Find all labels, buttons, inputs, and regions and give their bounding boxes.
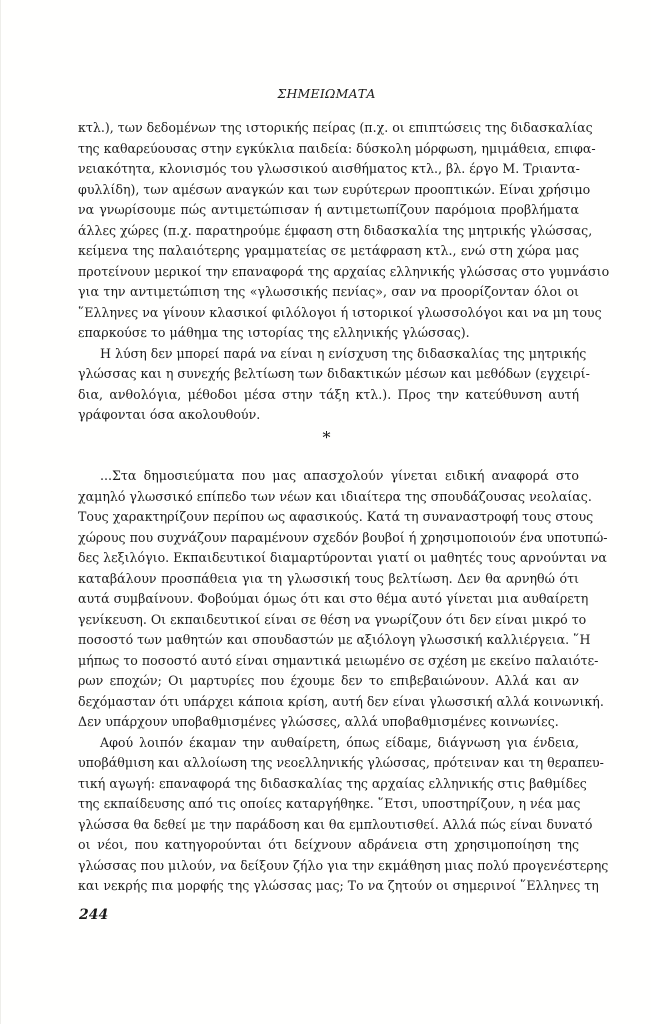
running-head: ΣΗΜΕΙΩΜΑΤΑ (277, 86, 376, 101)
paragraph (78, 466, 608, 733)
text-line: ...Στα δημοσιεύματα που μας απασχολούν γίνεται ειδική αναφορά στο (100, 468, 579, 483)
text-line: επαρκούσε το μάθημα της ιστορίας της ελληνικής γλώσσας). (78, 325, 470, 340)
paragraph (78, 733, 609, 897)
text-line: Δεν υπάρχουν υποβαθμισμένες γλώσσες, αλλά υποβαθμισμένες κοινωνίες. (78, 714, 559, 729)
text-line: τική αγωγή: επαναφορά της διδασκαλίας της αρχαίας ελληνικής στις βαθμίδες (78, 775, 587, 791)
text-line: γλώσσας και η συνεχής βελτίωση των διδακτικών μέσων και μεθόδων (εγχειρί- (78, 366, 590, 381)
text-line: Η λύση δεν μπορεί παρά να είναι η ενίσχυση της διδασκαλίας της μητρικής (100, 345, 587, 361)
text-line: αυτά συμβαίνουν. Φοβούμαι όμως ότι και στο θέμα αυτό γίνεται μια αυθαίρετη (78, 591, 589, 606)
text-line: της εκπαίδευσης από τις οποίες καταργήθηκε. ῞Ετσι, υποστηρίζουν, η νέα μας (78, 796, 581, 811)
text-line: γενίκευση. Οι εκπαιδευτικοί είναι σε θέση να γνωρίζουν ότι δεν είναι μικρό το (78, 611, 587, 627)
text-line: ρων εποχών; Οι μαρτυρίες που έχουμε δεν το επιβεβαιώνουν. Αλλά και αν (78, 673, 579, 688)
text-section-2 (78, 466, 609, 897)
text-line: χώρους που συχνάζουν παραμένουν σχεδόν βουβοί ή χρησιμοποιούν ένα υποτυπώ- (78, 529, 608, 545)
text-line: γλώσσα θα δεθεί με την παράδοση και θα εμπλουτισθεί. Αλλά πώς είναι δυνατό (78, 816, 593, 832)
text-line: οι νέοι, που κατηγορούνται ότι δείχνουν αδράνεια στη χρησιμοποίηση της (78, 837, 579, 852)
text-line: και νεκρής πια μορφής της γλώσσας μας; Το να ζητούν οι σημερινοί ῞Ελληνες τη (78, 878, 599, 893)
text-line: Τους χαρακτηρίζουν περίπου ως αφασικούς. Κατά τη συναναστροφή τους στους (78, 509, 594, 524)
text-line: να γνωρίσουμε πώς αντιμετώπισαν ή αντιμετωπίζουν παρόμοια προβλήματα (78, 202, 579, 217)
text-line: κτλ.), των δεδομένων της ιστορικής πείρας (π.χ. οι επιπτώσεις της διδασκαλίας (78, 120, 593, 135)
text-line: χαμηλό γλωσσικό επίπεδο των νέων και ιδιαίτερα της σπουδάζουσας νεολαίας. (78, 488, 592, 504)
text-line: της καθαρεύουσας στην εγκύκλια παιδεία: δύσκολη μόρφωση, ημιμάθεια, επιφα- (78, 140, 596, 156)
text-line: μήπως το ποσοστό αυτό είναι σημαντικά μειωμένο σε σχέση με εκείνο παλαιότε- (78, 652, 599, 668)
text-line: ποσοστό των μαθητών και σπουδαστών με αξιόλογη γλωσσική καλλιέργεια. ῞Η (78, 632, 591, 647)
page-number: 244 (79, 907, 109, 923)
text-line: καταβάλουν προσπάθεια για τη γλωσσική τους βελτίωση. Δεν θα αρνηθώ ότι (78, 570, 579, 586)
text-line: προτείνουν μερικοί την επαναφορά της αρχαίας ελληνικής γλώσσας στο γυμνάσιο (78, 263, 610, 279)
text-line: υποβάθμιση και αλλοίωση της νεοελληνικής γλώσσας, πρότειναν και τη θεραπευ- (78, 755, 604, 770)
text-line: κείμενα της παλαιότερης γραμματείας σε μετάφραση κτλ., ενώ στη χώρα μας (78, 243, 579, 258)
paragraph (78, 344, 590, 426)
text-line: δες λεξιλόγιο. Εκπαιδευτικοί διαμαρτύρονται γιατί οι μαθητές τους αρνούνται να (78, 550, 607, 565)
text-section-1 (78, 118, 610, 426)
text-line: δια, ανθολόγια, μέθοδοι μέσα στην τάξη κτλ.). Προς την κατεύθυνση αυτή (78, 386, 579, 402)
section-separator: * (322, 428, 331, 447)
text-line: νειακότητα, κλονισμός του γλωσσικού αισθήματος κτλ., βλ. έργο Μ. Τριαντα- (78, 161, 580, 176)
text-line: άλλες χώρες (π.χ. παρατηρούμε έμφαση στη διδασκαλία της μητρικής γλώσσας, (78, 222, 593, 238)
text-line: ῞Ελληνες να γίνουν κλασικοί φιλόλογοι ή ιστορικοί γλωσσολόγοι και να μη τους (78, 304, 602, 320)
text-line: φυλλίδη), των αμέσων αναγκών και των ευρύτερων προοπτικών. Είναι χρήσιμο (78, 181, 591, 197)
text-line: για την αντιμετώπιση της «γλωσσικής πενίας», σαν να προορίζονταν όλοι οι (78, 284, 579, 299)
text-line: γράφονται όσα ακολουθούν. (78, 407, 261, 422)
text-line: Αφού λοιπόν έκαμαν την αυθαίρετη, όπως είδαμε, διάγνωση για ένδεια, (100, 734, 579, 750)
text-line: δεχόμασταν ότι υπάρχει κάποια κρίση, αυτή δεν είναι γλωσσική αλλά κοινωνική. (78, 693, 604, 709)
text-line: γλώσσας που μιλούν, να δείξουν ζήλο για την εκμάθηση μιας πολύ προγενέστερης (78, 857, 609, 873)
paragraph (78, 118, 610, 344)
